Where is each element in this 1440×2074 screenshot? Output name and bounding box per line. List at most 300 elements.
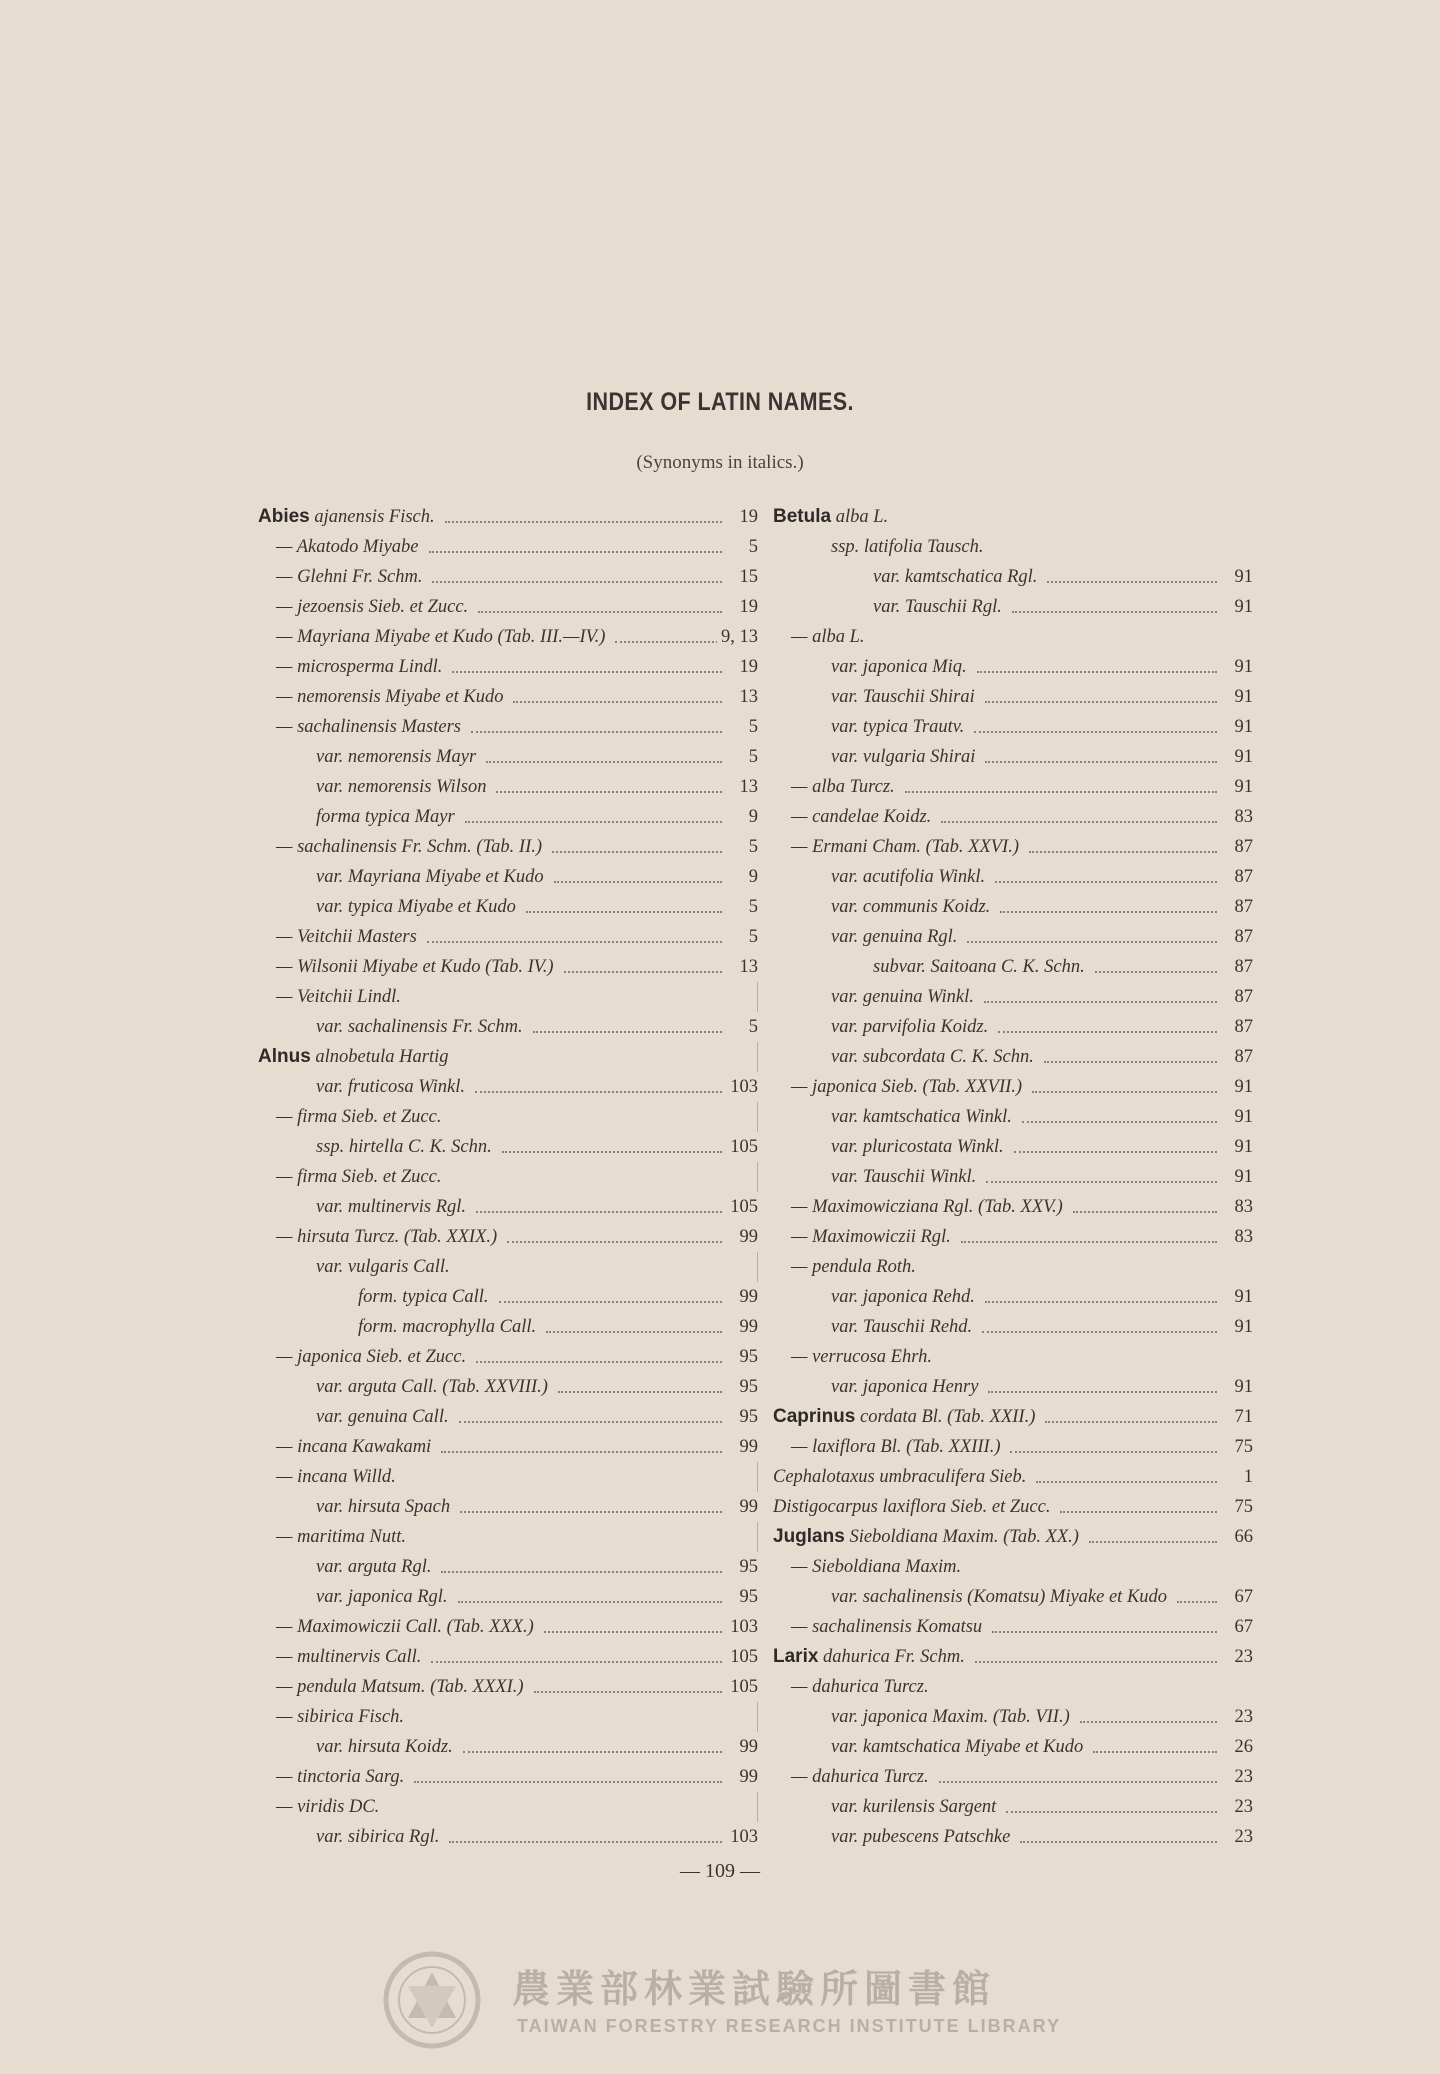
index-entry-name [773,1522,1085,1552]
index-entry-name [791,1252,922,1282]
index-entry-name [791,1342,938,1372]
index-entry [258,1792,758,1822]
index-entry-name [276,682,509,712]
index-entry-name [791,1192,1069,1222]
index-entry-name [358,1312,542,1342]
index-entry-name [276,1612,540,1642]
index-entry-name [791,1432,1006,1462]
index-entry-name [831,1282,981,1312]
index-entry [258,1132,758,1162]
index-entry [258,742,758,772]
index-entry [258,832,758,862]
page-reference: 5 [745,742,758,772]
index-entry-name [831,652,973,682]
index-entry [773,1342,1253,1372]
page-reference: 19 [736,592,759,622]
species-name: var. japonica Henry [831,1377,979,1397]
index-entry [773,742,1253,772]
index-entry-name [276,1702,410,1732]
index-entry [258,1372,758,1402]
species-name: — pendula Matsum. (Tab. XXXI.) [276,1677,524,1697]
index-entry [773,1762,1253,1792]
index-entry-name [831,1702,1076,1732]
index-entry-name [831,1162,982,1192]
index-entry-name [316,1192,472,1222]
index-entry [258,1042,758,1072]
species-name: var. arguta Call. (Tab. XXVIII.) [316,1377,548,1397]
index-entry [258,1582,758,1612]
index-entry-name [831,1822,1016,1852]
species-name: var. kamtschatica Winkl. [831,1107,1012,1127]
species-name: ssp. latifolia Tausch. [831,537,984,557]
index-entry [773,1552,1253,1582]
page-reference: 71 [1231,1402,1254,1432]
species-name: var. multinervis Rgl. [316,1197,467,1217]
species-name: — incana Willd. [276,1467,396,1487]
index-entry-name [276,1642,427,1672]
species-name: — Veitchii Lindl. [276,987,401,1007]
species-name: — Maximowicziana Rgl. (Tab. XXV.) [791,1197,1063,1217]
species-name: — verrucosa Ehrh. [791,1347,932,1367]
index-entry-name [791,1672,935,1702]
page-reference: 91 [1231,1282,1254,1312]
page-reference: 83 [1231,1192,1254,1222]
index-entry [773,1192,1253,1222]
species-name: var. Tauschii Shirai [831,687,975,707]
species-name: var. typica Miyabe et Kudo [316,897,516,917]
index-entry [258,862,758,892]
page-reference: 5 [745,1012,758,1042]
species-name: — incana Kawakami [276,1437,432,1457]
index-entry [258,532,758,562]
index-entry [258,502,758,532]
index-entry-name [316,1072,471,1102]
index-entry [258,1522,758,1552]
page-reference: 99 [736,1432,759,1462]
index-entry-name [316,1582,454,1612]
species-name: — microsperma Lindl. [276,657,443,677]
index-entry-name [316,1012,529,1042]
genus-name: Larix [773,1646,819,1667]
species-name: var. subcordata C. K. Schn. [831,1047,1034,1067]
index-entry-name [316,892,522,922]
index-entry [773,532,1253,562]
index-entry [773,1042,1253,1072]
species-name: var. acutifolia Winkl. [831,867,986,887]
page-reference: 87 [1231,952,1254,982]
species-name: var. sachalinensis (Komatsu) Miyake et Kudo [831,1587,1168,1607]
index-entry [773,1582,1253,1612]
page-reference: 87 [1231,892,1254,922]
page-reference: 99 [736,1492,759,1522]
index-entry [258,1282,758,1312]
species-name: alnobetula Hartig [315,1047,449,1067]
index-column-right [773,502,1253,1852]
species-name: var. japonica Miq. [831,657,967,677]
page-number: — 109 — [680,1860,760,1882]
species-name: var. kurilensis Sargent [831,1797,997,1817]
page-reference: 9, 13 [717,622,758,652]
index-entry [258,652,758,682]
page-reference: 105 [726,1672,758,1702]
page-reference: 99 [736,1762,759,1792]
index-entry-name [316,1492,456,1522]
index-entry [773,1432,1253,1462]
page-reference: 91 [1231,1102,1254,1132]
species-name: — sachalinensis Komatsu [791,1617,983,1637]
index-entry [258,1432,758,1462]
stamp-chinese-text: 農業部林業試驗所圖書館 [512,1967,997,2011]
index-entry [773,1462,1253,1492]
page-reference: 103 [726,1612,758,1642]
index-entry-name [316,1732,459,1762]
index-entry-name [791,832,1025,862]
page-reference: 103 [726,1822,758,1852]
page-reference: 91 [1231,592,1254,622]
species-name: — Wilsonii Miyabe et Kudo (Tab. IV.) [276,957,554,977]
species-name: var. typica Trautv. [831,717,965,737]
species-name: — laxiflora Bl. (Tab. XXIII.) [791,1437,1001,1457]
index-entry-name [873,952,1091,982]
species-name: var. parvifolia Koidz. [831,1017,989,1037]
page-reference: 13 [736,952,759,982]
index-entry-name [831,712,970,742]
index-entry [258,922,758,952]
index-entry [258,682,758,712]
genus-name: Alnus [258,1046,311,1067]
index-entry [773,952,1253,982]
page-reference: 95 [736,1582,759,1612]
page-reference: 91 [1231,772,1254,802]
index-entry-name [773,1402,1041,1432]
index-entry-name [258,502,441,532]
species-name: — jezoensis Sieb. et Zucc. [276,597,469,617]
species-name: ajanensis Fisch. [314,507,435,527]
page-reference: 95 [736,1372,759,1402]
species-name: var. genuina Rgl. [831,927,958,947]
species-name: — tinctoria Sarg. [276,1767,405,1787]
species-name: — japonica Sieb. (Tab. XXVII.) [791,1077,1023,1097]
page-reference: 19 [736,652,759,682]
index-entry-name [831,922,963,952]
index-entry [258,982,758,1012]
index-entry-name [791,1072,1028,1102]
index-entry-name [831,1042,1040,1072]
genus-name: Abies [258,506,310,527]
index-entry-name [276,1672,530,1702]
page-reference: 91 [1231,1132,1254,1162]
species-name: — sachalinensis Masters [276,717,461,737]
index-entry [258,1762,758,1792]
page-reference: 91 [1231,562,1254,592]
index-entry [773,592,1253,622]
index-entry [258,952,758,982]
species-name: var. vulgaria Shirai [831,747,976,767]
page-title: INDEX OF LATIN NAMES. [586,388,854,416]
species-name: var. sachalinensis Fr. Schm. [316,1017,523,1037]
index-entry [773,1162,1253,1192]
page-reference: 87 [1231,832,1254,862]
species-name: — Ermani Cham. (Tab. XXVI.) [791,837,1019,857]
species-name: var. Mayriana Miyabe et Kudo [316,867,544,887]
index-entry [773,1732,1253,1762]
page-reference: 87 [1231,1042,1254,1072]
page-reference: 1 [1240,1462,1253,1492]
species-name: var. japonica Rehd. [831,1287,975,1307]
page-reference: 103 [726,1072,758,1102]
index-entry-name [773,1462,1032,1492]
page-reference: 105 [726,1192,758,1222]
species-name: — alba Turcz. [791,777,895,797]
species-name: — Maximowiczii Rgl. [791,1227,951,1247]
species-name: var. japonica Maxim. (Tab. VII.) [831,1707,1070,1727]
index-entry-name [316,772,492,802]
index-entry-name [873,592,1008,622]
species-name: var. communis Koidz. [831,897,991,917]
index-entry [773,1252,1253,1282]
genus-name: Juglans [773,1526,845,1547]
index-entry-name [831,1732,1089,1762]
index-entry [258,772,758,802]
species-name: var. japonica Rgl. [316,1587,448,1607]
page-reference: 91 [1231,682,1254,712]
species-name: var. kamtschatica Rgl. [873,567,1038,587]
index-entry [773,502,1253,532]
page-reference: 99 [736,1312,759,1342]
page-reference: 91 [1231,1162,1254,1192]
page-reference: 19 [736,502,759,532]
species-name: ssp. hirtella C. K. Schn. [316,1137,492,1157]
index-entry [258,1072,758,1102]
species-name: — pendula Roth. [791,1257,916,1277]
species-name: — maritima Nutt. [276,1527,407,1547]
index-entry-name [791,1762,935,1792]
species-name: — Mayriana Miyabe et Kudo (Tab. III.—IV.) [276,627,606,647]
page-reference: 23 [1231,1702,1254,1732]
species-name: cordata Bl. (Tab. XXII.) [859,1407,1036,1427]
index-entry-name [831,1372,984,1402]
species-name: Sieboldiana Maxim. (Tab. XX.) [849,1527,1079,1547]
index-entry-name [316,1822,445,1852]
index-entry [258,1222,758,1252]
page-reference: 87 [1231,1012,1254,1042]
species-name: var. Tauschii Winkl. [831,1167,977,1187]
species-name: — Sieboldiana Maxim. [791,1557,962,1577]
index-entry-name [276,952,560,982]
page-reference: 83 [1231,1222,1254,1252]
index-entry-name [316,1132,498,1162]
species-name: var. pluricostata Winkl. [831,1137,1004,1157]
species-name: — Akatodo Miyabe [276,537,419,557]
index-entry [773,1402,1253,1432]
page-reference: 91 [1231,712,1254,742]
page-reference: 5 [745,712,758,742]
index-entry-name [276,1102,447,1132]
page-reference: 15 [736,562,759,592]
index-entry-name [276,1522,412,1552]
index-entry [258,1612,758,1642]
page-reference: 67 [1231,1582,1254,1612]
species-name: form. typica Call. [358,1287,489,1307]
page-reference: 95 [736,1342,759,1372]
species-name: — sachalinensis Fr. Schm. (Tab. II.) [276,837,543,857]
page-reference: 23 [1231,1642,1254,1672]
page-reference: 23 [1231,1822,1254,1852]
index-entry [773,982,1253,1012]
species-name: var. vulgaris Call. [316,1257,450,1277]
index-entry-name [316,862,550,892]
index-entry [773,1612,1253,1642]
index-entry-name [276,832,548,862]
index-entry [773,1012,1253,1042]
page-reference: 91 [1231,1372,1254,1402]
page-reference: 87 [1231,982,1254,1012]
species-name: var. Tauschii Rgl. [873,597,1002,617]
index-entry [773,1072,1253,1102]
index-entry-name [316,1552,437,1582]
index-entry-name [276,922,423,952]
index-entry [773,1642,1253,1672]
page-reference: 9 [745,862,758,892]
species-name: var. genuina Winkl. [831,987,974,1007]
index-entry-name [276,622,611,652]
index-entry [258,1822,758,1852]
index-entry [773,1282,1253,1312]
index-entry-name [773,1492,1056,1522]
index-entry [773,1222,1253,1252]
index-entry [258,1462,758,1492]
index-entry [773,1372,1253,1402]
index-entry-name [831,1582,1173,1612]
species-name: — dahurica Turcz. [791,1767,929,1787]
index-entry-name [791,802,937,832]
index-entry-name [831,1792,1002,1822]
index-entry [258,1312,758,1342]
page-reference: 91 [1231,1072,1254,1102]
index-entry [258,1102,758,1132]
index-entry-name [276,1462,402,1492]
index-entry-name [791,622,871,652]
index-entry-name [276,532,425,562]
stamp-english-text: TAIWAN FORESTRY RESEARCH INSTITUTE LIBRARY [517,2016,1062,2036]
index-entry-name [258,1042,455,1072]
index-entry-name [831,982,980,1012]
genus-name: Caprinus [773,1406,856,1427]
index-entry [773,1792,1253,1822]
index-entry [258,1672,758,1702]
index-entry-name [276,652,448,682]
index-entry [773,892,1253,922]
index-entry [773,1702,1253,1732]
index-entry [773,1522,1253,1552]
page-reference: 105 [726,1132,758,1162]
index-entry-name [276,1762,410,1792]
species-name: — Veitchii Masters [276,927,417,947]
page-reference: 5 [745,922,758,952]
index-entry-name [773,502,894,532]
index-entry-name [831,1102,1018,1132]
page-reference: 23 [1231,1762,1254,1792]
page-reference: 5 [745,532,758,562]
index-entry [773,562,1253,592]
species-name: — Maximowiczii Call. (Tab. XXX.) [276,1617,534,1637]
page-reference: 75 [1231,1492,1254,1522]
page-reference: 9 [745,802,758,832]
index-entry [258,592,758,622]
index-entry [258,802,758,832]
species-name: — alba L. [791,627,865,647]
page-reference: 67 [1231,1612,1254,1642]
species-name: Cephalotaxus umbraculifera Sieb. [773,1467,1027,1487]
index-column-left [258,502,758,1852]
index-entry-name [831,1132,1010,1162]
index-entry [773,862,1253,892]
index-entry [773,1132,1253,1162]
species-name: — Glehni Fr. Schm. [276,567,423,587]
index-entry [258,1552,758,1582]
index-entry-name [276,592,474,622]
species-name: var. sibirica Rgl. [316,1827,440,1847]
index-entry [258,712,758,742]
index-entry [258,1012,758,1042]
page-reference: 105 [726,1642,758,1672]
page-reference: 75 [1231,1432,1254,1462]
index-entry [258,622,758,652]
index-entry-name [831,1012,994,1042]
library-seal-icon [382,1950,482,2050]
species-name: — multinervis Call. [276,1647,422,1667]
page-reference: 26 [1231,1732,1254,1762]
index-entry-name [831,1312,978,1342]
index-entry [773,832,1253,862]
index-entry [258,892,758,922]
index-entry-name [831,682,981,712]
page-reference: 5 [745,892,758,922]
species-name: var. hirsuta Koidz. [316,1737,453,1757]
index-entry [773,682,1253,712]
index-entry [258,1492,758,1522]
page-reference: 91 [1231,1312,1254,1342]
species-name: dahurica Fr. Schm. [823,1647,965,1667]
library-stamp [382,1950,1062,2060]
index-entry-name [358,1282,495,1312]
index-entry-name [276,562,428,592]
species-name: form. macrophylla Call. [358,1317,537,1337]
index-entry [258,562,758,592]
genus-name: Betula [773,506,832,527]
index-entry-name [791,1222,957,1252]
index-entry-name [276,1342,472,1372]
page-reference: 83 [1231,802,1254,832]
species-name: var. kamtschatica Miyabe et Kudo [831,1737,1084,1757]
index-entry [773,1822,1253,1852]
index-entry [773,652,1253,682]
species-name: — dahurica Turcz. [791,1677,929,1697]
species-name: var. pubescens Patschke [831,1827,1011,1847]
index-entry-name [791,772,901,802]
page-reference: 95 [736,1552,759,1582]
page-reference: 95 [736,1402,759,1432]
species-name: — sibirica Fisch. [276,1707,404,1727]
species-name: var. fruticosa Winkl. [316,1077,466,1097]
index-entry-name [831,742,981,772]
index-entry [773,1672,1253,1702]
index-entry [773,922,1253,952]
index-entry-name [316,802,461,832]
index-entry [773,1492,1253,1522]
index-entry [773,1102,1253,1132]
species-name: subvar. Saitoana C. K. Schn. [873,957,1085,977]
